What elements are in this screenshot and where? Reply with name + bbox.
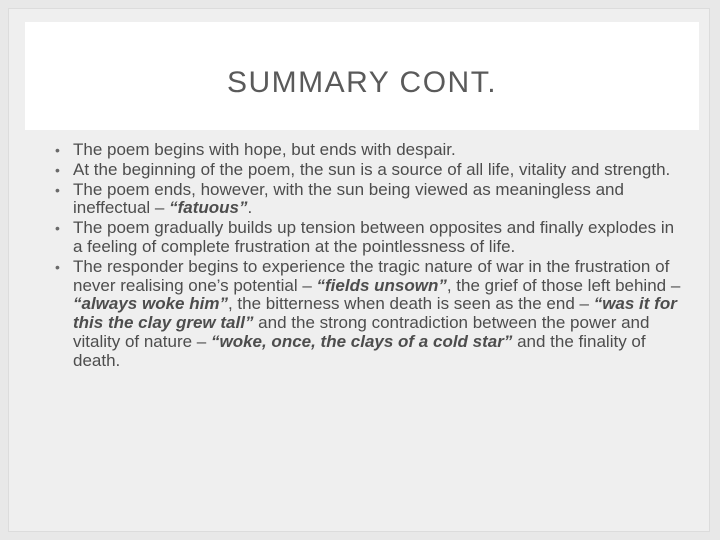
bullet-text: The poem ends, however, with the sun being viewed as meaningless and ineffectual – — [73, 179, 624, 218]
bullet-marker: • — [55, 142, 60, 158]
slide-title: SUMMARY CONT. — [226, 66, 498, 99]
title-box — [25, 22, 699, 130]
bullet-marker: • — [55, 220, 60, 237]
quoted-phrase: “always woke him” — [73, 294, 228, 314]
bullet-list — [55, 141, 683, 372]
bullet-text: and the finality of death. — [73, 331, 646, 370]
bullet-text: , the grief of those left behind – — [446, 275, 681, 295]
quoted-phrase: “woke, once, the clays of a cold star” — [210, 331, 513, 351]
bullet-text: and the strong contradiction between the power and vitality of nature – — [73, 313, 650, 351]
quoted-phrase: “fields unsown” — [316, 275, 447, 295]
bullet-marker: • — [55, 161, 60, 178]
bullet-marker: • — [55, 258, 60, 275]
bullet-text: . — [247, 198, 253, 218]
bullet-marker: • — [55, 181, 60, 198]
bullet-item — [55, 141, 683, 160]
bullet-text: At the beginning of the poem, the sun is a source of all life, vitality and strength. — [73, 159, 671, 179]
quoted-phrase: “fatuous” — [169, 198, 248, 218]
bullet-item — [55, 258, 683, 371]
bullet-item — [55, 181, 683, 219]
bullet-text: , the bitterness when death is seen as the end – — [227, 294, 594, 314]
bullet-item — [55, 219, 683, 257]
bullet-item — [55, 161, 683, 180]
bullet-text: The poem gradually builds up tension between opposites and finally explodes in a feeling of complete frustration at the pointlessness of life. — [73, 218, 675, 256]
bullet-text: The responder begins to experience the tragic nature of war in the frustration of never realising one’s potential – — [73, 256, 670, 295]
slide — [8, 8, 710, 532]
bullet-text: The poem begins with hope, but ends with despair. — [73, 140, 456, 159]
quoted-phrase: “was it for this the clay grew tall” — [73, 294, 677, 333]
